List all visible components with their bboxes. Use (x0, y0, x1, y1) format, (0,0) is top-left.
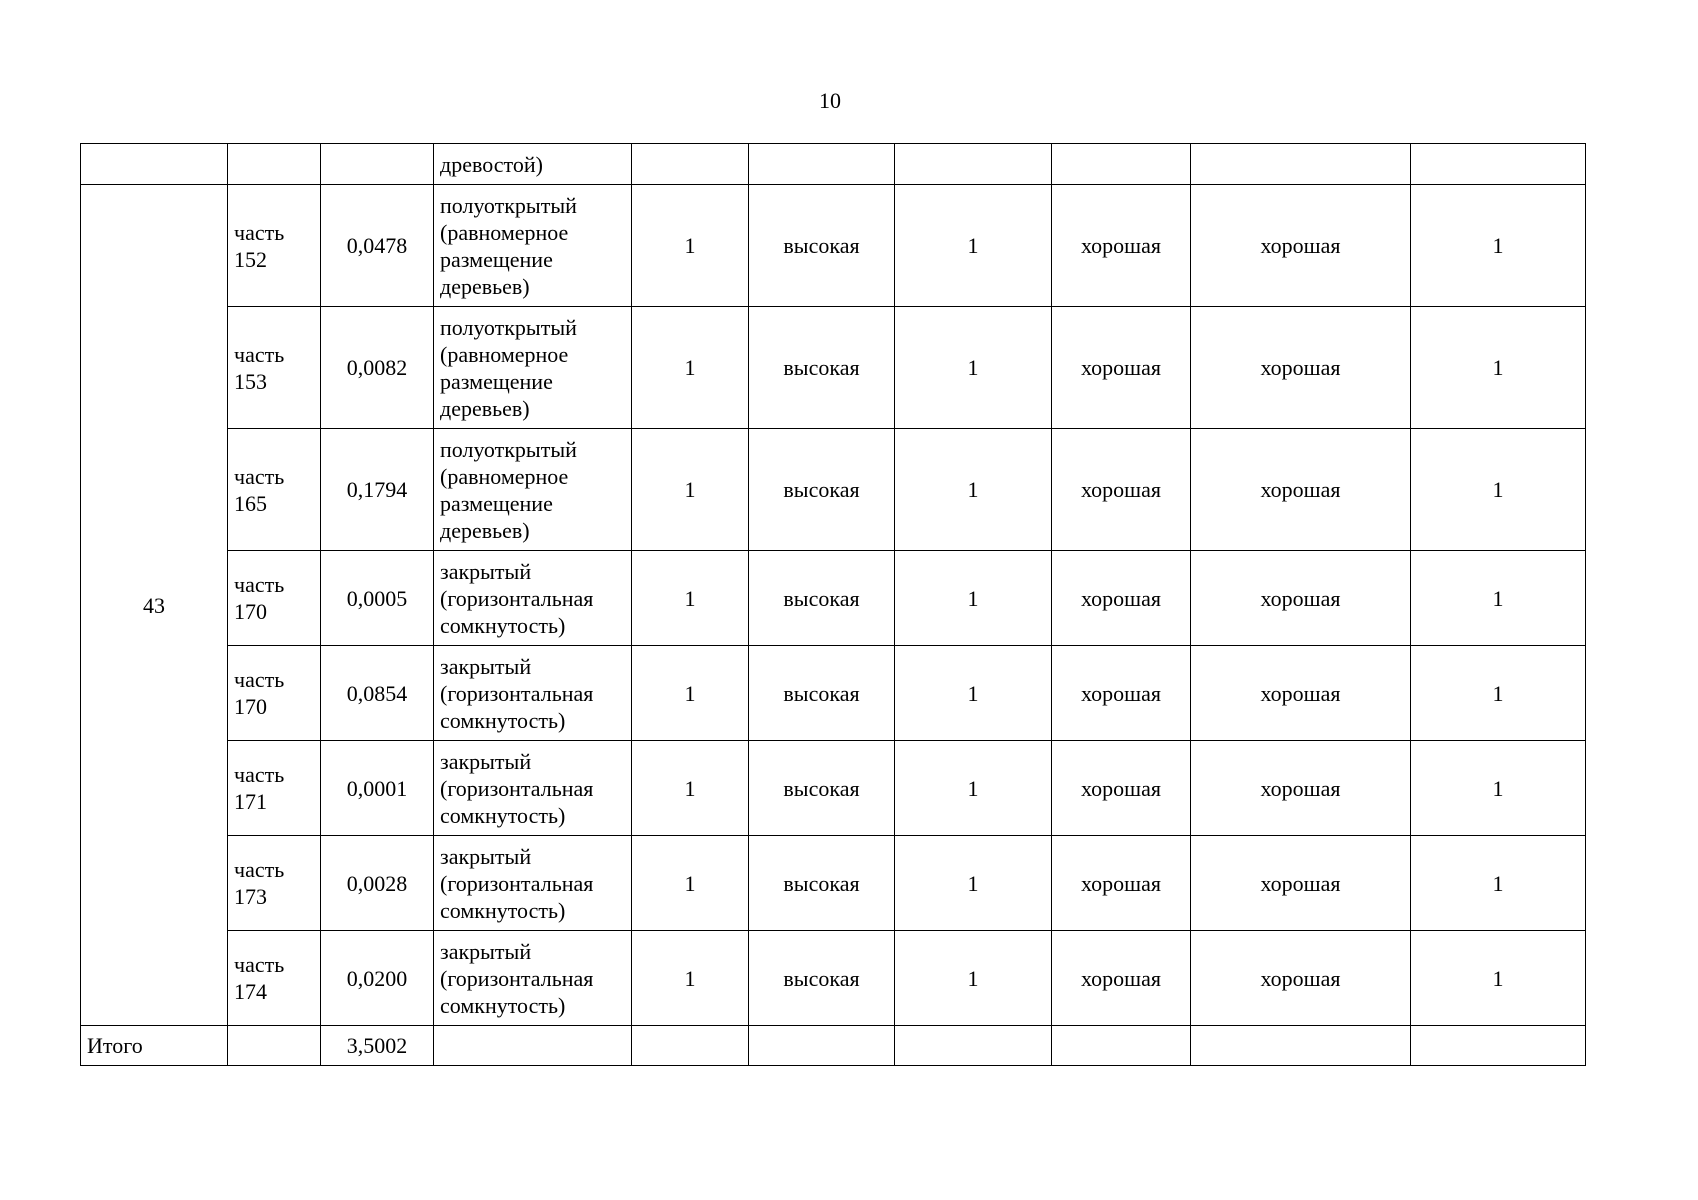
value-cell-v3: 1 (895, 646, 1052, 741)
value-cell-v5: хорошая (1191, 551, 1411, 646)
area-cell: 0,0200 (321, 931, 434, 1026)
part-label: часть (234, 952, 285, 977)
stand-type-line: закрытый (440, 558, 532, 584)
stand-type-line: закрытый (440, 748, 532, 774)
value-cell-v6: 1 (1411, 646, 1586, 741)
stand-type-line: деревьев) (440, 273, 530, 299)
table-cell (81, 144, 228, 185)
value-cell-v6: 1 (1411, 307, 1586, 429)
forest-table (80, 143, 1586, 1066)
total-label: Итого (81, 1026, 228, 1066)
part-cell (228, 307, 321, 429)
stand-type-line: (равномерное (440, 341, 569, 367)
value-cell-v5: хорошая (1191, 185, 1411, 307)
table-cell (895, 144, 1052, 185)
stand-type-cell (434, 836, 632, 931)
area-cell: 0,1794 (321, 429, 434, 551)
part-label: часть (234, 219, 285, 245)
value-cell-v2: высокая (749, 836, 895, 931)
part-label: часть (234, 341, 285, 367)
stand-type-cell (434, 185, 632, 307)
stand-type-line: полуоткрытый (440, 436, 577, 462)
stand-type-line: (горизонтальная (440, 585, 594, 611)
value-cell-v1: 1 (632, 429, 749, 551)
value-cell-v6: 1 (1411, 429, 1586, 551)
total-area: 3,5002 (321, 1026, 434, 1066)
part-number: 170 (234, 694, 267, 719)
part-number: 171 (234, 789, 267, 814)
value-cell-v1: 1 (632, 931, 749, 1026)
table-cell (228, 1026, 321, 1066)
value-cell-v2: высокая (749, 741, 895, 836)
stand-type-line: полуоткрытый (440, 192, 577, 218)
stand-type-line: (равномерное (440, 219, 569, 245)
table-cell (632, 144, 749, 185)
value-cell-v3: 1 (895, 836, 1052, 931)
table-row (81, 646, 1586, 741)
stand-type-line: сомкнутость) (440, 612, 566, 638)
part-label: часть (234, 667, 285, 692)
stand-type-line: закрытый (440, 938, 532, 964)
value-cell-v6: 1 (1411, 551, 1586, 646)
part-label: часть (234, 463, 285, 489)
value-cell-v2: высокая (749, 646, 895, 741)
area-cell: 0,0854 (321, 646, 434, 741)
stand-type-line: сомкнутость) (440, 992, 566, 1018)
value-cell-v4: хорошая (1052, 551, 1191, 646)
table-cell (749, 1026, 895, 1066)
table-cell (1411, 144, 1586, 185)
table-cell (895, 1026, 1052, 1066)
value-cell-v4: хорошая (1052, 741, 1191, 836)
value-cell-v2: высокая (749, 551, 895, 646)
stand-type-line: (горизонтальная (440, 680, 594, 706)
value-cell-v6: 1 (1411, 741, 1586, 836)
stand-type-cell (434, 931, 632, 1026)
value-cell-v4: хорошая (1052, 931, 1191, 1026)
value-cell-v5: хорошая (1191, 931, 1411, 1026)
area-cell: 0,0005 (321, 551, 434, 646)
stand-type-cell (434, 429, 632, 551)
part-cell (228, 931, 321, 1026)
stand-type-line: (горизонтальная (440, 870, 594, 896)
value-cell-v2: высокая (749, 307, 895, 429)
value-cell-v5: хорошая (1191, 741, 1411, 836)
stand-type-line: сомкнутость) (440, 707, 566, 733)
value-cell-v1: 1 (632, 741, 749, 836)
area-cell: 0,0082 (321, 307, 434, 429)
part-number: 152 (234, 246, 267, 272)
group-number-cell: 43 (81, 185, 228, 1026)
value-cell-v2: высокая (749, 931, 895, 1026)
table-cell (1411, 1026, 1586, 1066)
value-cell-v3: 1 (895, 551, 1052, 646)
value-cell-v4: хорошая (1052, 836, 1191, 931)
table-row (81, 931, 1586, 1026)
value-cell-v4: хорошая (1052, 646, 1191, 741)
stand-type-cell (434, 551, 632, 646)
part-number: 153 (234, 368, 267, 394)
page-number: 10 (819, 88, 841, 113)
stand-type-line: сомкнутость) (440, 897, 566, 923)
table-row (81, 551, 1586, 646)
table-cell (1191, 144, 1411, 185)
stand-type-line: размещение (440, 368, 553, 394)
part-label: часть (234, 857, 285, 882)
table-cell (1191, 1026, 1411, 1066)
stand-type-cell (434, 646, 632, 741)
part-cell (228, 551, 321, 646)
stand-type-line: размещение (440, 246, 553, 272)
stand-type-line: (горизонтальная (440, 965, 594, 991)
part-label: часть (234, 762, 285, 787)
stand-type-cell (434, 307, 632, 429)
stand-type-line: размещение (440, 490, 553, 516)
value-cell-v5: хорошая (1191, 429, 1411, 551)
stand-type-line: закрытый (440, 653, 532, 679)
stand-type-line: деревьев) (440, 517, 530, 543)
table-row (81, 429, 1586, 551)
value-cell-v1: 1 (632, 551, 749, 646)
part-cell (228, 836, 321, 931)
value-cell-v5: хорошая (1191, 307, 1411, 429)
table-cell (1052, 1026, 1191, 1066)
table-cell (434, 1026, 632, 1066)
value-cell-v5: хорошая (1191, 646, 1411, 741)
value-cell-v1: 1 (632, 646, 749, 741)
stand-type-line: закрытый (440, 843, 532, 869)
value-cell-v1: 1 (632, 185, 749, 307)
value-cell-v6: 1 (1411, 185, 1586, 307)
part-cell (228, 185, 321, 307)
value-cell-v2: высокая (749, 429, 895, 551)
table-cell (321, 144, 434, 185)
table-cell (228, 144, 321, 185)
value-cell-v2: высокая (749, 185, 895, 307)
part-cell (228, 646, 321, 741)
area-cell: 0,0478 (321, 185, 434, 307)
table-cell (749, 144, 895, 185)
table-row (81, 307, 1586, 429)
stand-type-cell (434, 741, 632, 836)
value-cell-v5: хорошая (1191, 836, 1411, 931)
value-cell-v6: 1 (1411, 836, 1586, 931)
stand-type-line: (горизонтальная (440, 775, 594, 801)
value-cell-v4: хорошая (1052, 429, 1191, 551)
table-cell (632, 1026, 749, 1066)
value-cell-v4: хорошая (1052, 185, 1191, 307)
table-row (81, 836, 1586, 931)
stand-type-line: сомкнутость) (440, 802, 566, 828)
value-cell-v6: 1 (1411, 931, 1586, 1026)
area-cell: 0,0028 (321, 836, 434, 931)
stand-type-line: деревьев) (440, 395, 530, 421)
part-cell (228, 429, 321, 551)
stand-type-line: полуоткрытый (440, 314, 577, 340)
stand-type-line: (равномерное (440, 463, 569, 489)
part-number: 174 (234, 979, 267, 1004)
table-cell (1052, 144, 1191, 185)
value-cell-v1: 1 (632, 307, 749, 429)
part-number: 165 (234, 490, 267, 516)
value-cell-v1: 1 (632, 836, 749, 931)
value-cell-v3: 1 (895, 307, 1052, 429)
part-number: 170 (234, 599, 267, 624)
value-cell-v3: 1 (895, 429, 1052, 551)
continuation-row (81, 144, 1586, 185)
area-cell: 0,0001 (321, 741, 434, 836)
value-cell-v3: 1 (895, 185, 1052, 307)
table-row (81, 185, 1586, 307)
value-cell-v3: 1 (895, 931, 1052, 1026)
part-label: часть (234, 572, 285, 597)
total-row (81, 1026, 1586, 1066)
stand-type-cell: древостой) (434, 144, 632, 185)
value-cell-v3: 1 (895, 741, 1052, 836)
part-number: 173 (234, 884, 267, 909)
table-row (81, 741, 1586, 836)
value-cell-v4: хорошая (1052, 307, 1191, 429)
part-cell (228, 741, 321, 836)
